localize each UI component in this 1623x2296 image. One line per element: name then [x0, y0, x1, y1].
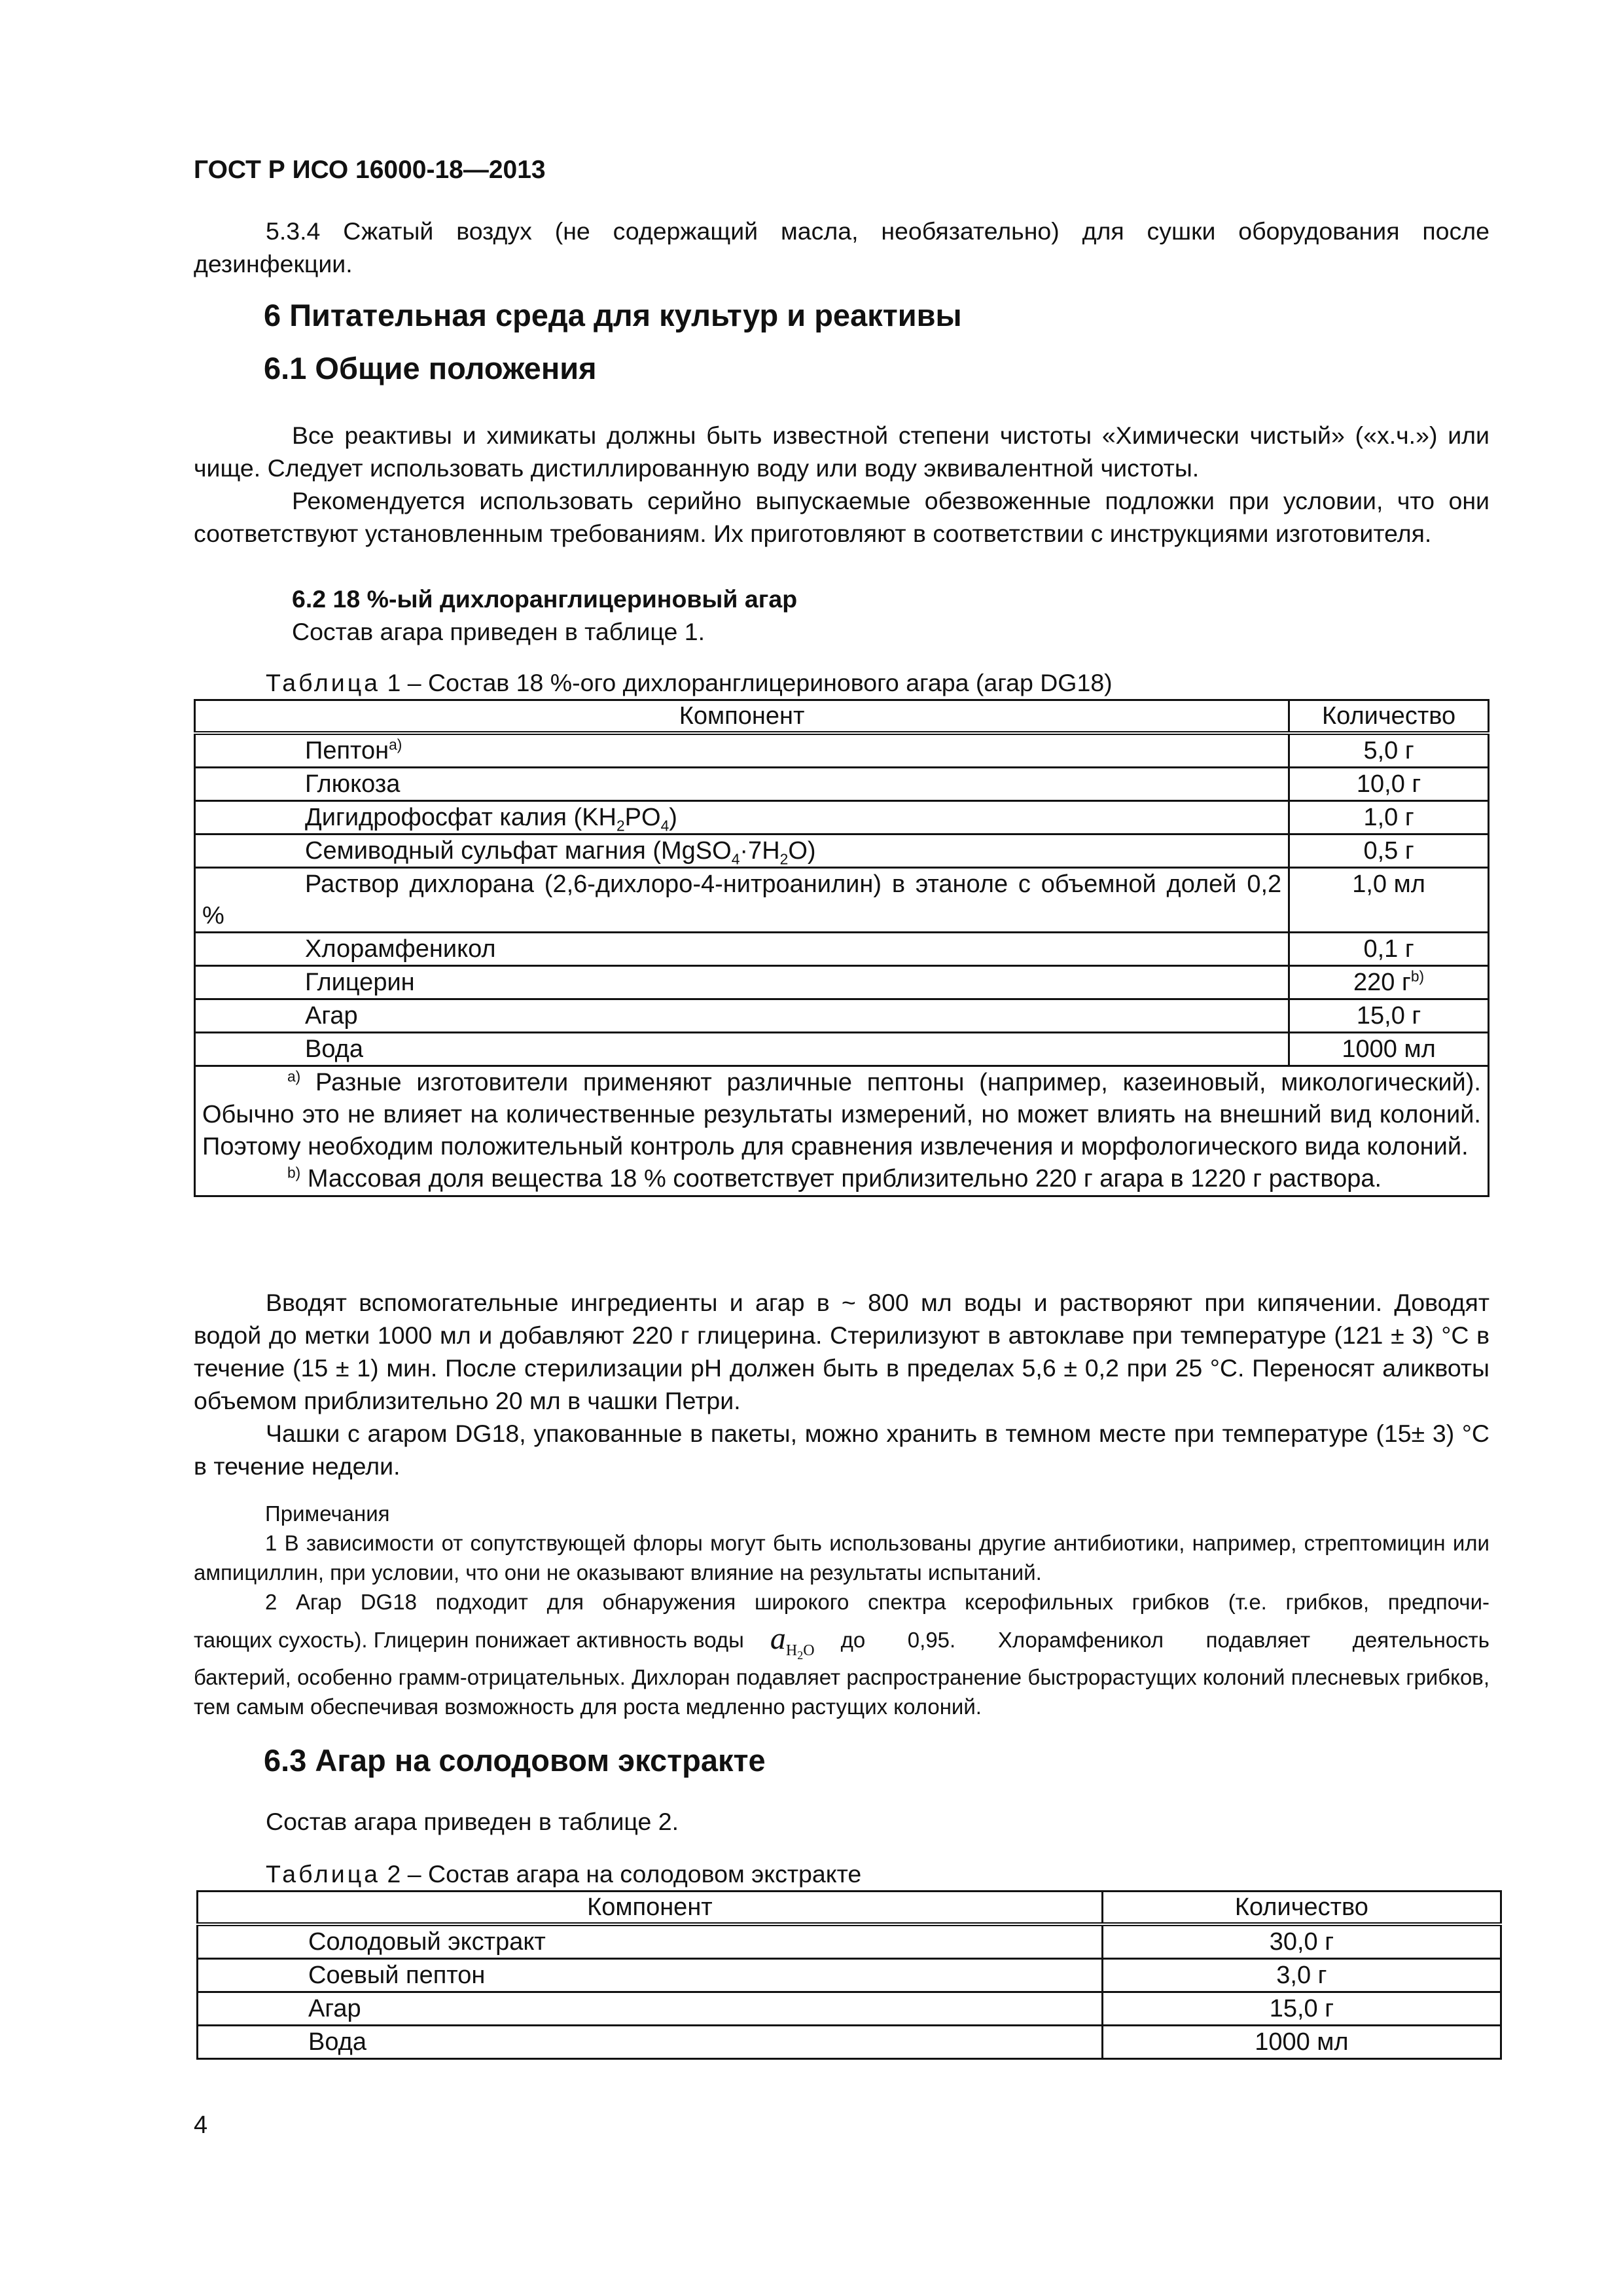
water-activity-symbol: $a_{H_2O}$: [770, 1621, 815, 1662]
table-row: [195, 733, 1489, 768]
table-1-caption-text: 1 – Состав 18 %-ого дихлоранглицеринового агара (агар DG18): [380, 669, 1113, 696]
note-2-rest: бактерий, особенно грамм-отрицательных. Дихлоран подавляет распространение быстрорастущих колоний плесневых грибков, тем самым обеспечивая возможность для роста медленно растущих колоний.: [194, 1665, 1489, 1719]
table-1-cell-component: Дигидрофосфат калия $(KH_2PO_4)$: [195, 801, 1289, 834]
table-row: [195, 834, 1489, 868]
section-6-2-intro: Состав агара приведен в таблице 1.: [292, 618, 705, 645]
table-1-cell-quantity: 1,0 г: [1289, 801, 1489, 834]
note-2-line-2: [194, 1617, 1489, 1662]
table-row: [195, 1033, 1489, 1066]
note-1: 1 В зависимости от сопутствующей флоры могут быть использованы другие антибиотики, например, стрептомицин или ампициллин, при условии, что они не оказывают влияние на результаты испытаний.: [194, 1531, 1489, 1585]
table-2-header-quantity: Количество: [1102, 1892, 1501, 1925]
table-1: [194, 699, 1489, 1197]
table-row: [198, 2026, 1501, 2059]
document-code: ГОСТ Р ИСО 16000-18—2013: [194, 156, 546, 184]
table-1-cell-quantity: 0,5 г: [1289, 834, 1489, 868]
table-1-cell-component: Хлорамфеникол: [195, 933, 1289, 966]
table-row: [195, 999, 1489, 1033]
table-1-footnote-b: $^{b)}$ Массовая доля вещества 18 % соответствует приблизительно 220 г агара в 1220 г раствора.: [287, 1164, 1382, 1193]
table-2-caption-label: Таблица: [266, 1860, 381, 1888]
table-1-footnote-a: $^{a)}$ Разные изготовители применяют различные пептоны (например, казеиновый, микологический). Обычно это не влияет на количественные результаты измерений, но может влиять на внешний вид колоний. Поэтому необходим положительный контроль для сравнения извлечения и морфологического вида колоний.: [202, 1067, 1481, 1160]
table-row: [195, 868, 1489, 933]
section-6-3-intro: Состав агара приведен в таблице 2.: [266, 1808, 679, 1835]
table-2-cell-quantity: 15,0 г: [1102, 1992, 1501, 2026]
table-1-header-quantity: Количество: [1289, 700, 1489, 734]
table-2-cell-component: Вода: [198, 2026, 1103, 2059]
table-row: [195, 768, 1489, 801]
table-1-cell-quantity: 1000 мл: [1289, 1033, 1489, 1066]
note-2-line-1: 2 Агар DG18 подходит для обнаружения широкого спектра ксерофильных грибков (т.е. грибков, предпочи-: [265, 1590, 1489, 1614]
table-1-cell-component: Глюкоза: [195, 768, 1289, 801]
note-2-text-a: тающих сухость). Глицерин понижает активность воды: [194, 1627, 744, 1652]
table-1-cell-component: Раствор дихлорана (2,6-дихлоро-4-нитроанилин) в этаноле с объемной долей 0,2 %: [195, 868, 1289, 933]
table-1-footnotes-row: [195, 1066, 1489, 1196]
note-2-text-b: до 0,95. Хлорамфеникол подавляет деятельность: [840, 1627, 1489, 1652]
table-2-cell-quantity: 1000 мл: [1102, 2026, 1501, 2059]
table-1-header-row: [195, 700, 1489, 734]
table-row: [195, 966, 1489, 999]
paragraph-6-2-1: Вводят вспомогательные ингредиенты и агар в ~ 800 мл воды и растворяют при кипячении. Доводят водой до метки 1000 мл и добавляют 220 г глицерина. Стерилизуют в автоклаве при температуре (121 ± 3) °С в течение (15 ± 1) мин. После стерилизации pH должен быть в пределах 5,6 ± 0,2 при 25 °С. Переносят аликвоты объемом приблизительно 20 мл в чашки Петри.: [194, 1289, 1489, 1414]
table-1-caption-label: Таблица: [266, 669, 381, 696]
section-6-3-heading: 6.3 Агар на солодовом экстракте: [264, 1743, 766, 1778]
table-2-header-component: Компонент: [198, 1892, 1103, 1925]
table-row: [195, 801, 1489, 834]
table-2: [196, 1890, 1502, 2060]
table-1-header-component: Компонент: [195, 700, 1289, 734]
table-1-cell-quantity: 1,0 мл: [1289, 868, 1489, 933]
section-6-2-heading: 6.2 18 %-ый дихлоранглицериновый агар: [292, 585, 798, 613]
section-6-1-heading: 6.1 Общие положения: [264, 351, 597, 386]
page-number: 4: [194, 2111, 208, 2139]
table-row: [198, 1992, 1501, 2026]
table-2-caption: [266, 1857, 861, 1890]
table-1-cell-component: Агар: [195, 999, 1289, 1033]
table-2-cell-component: Агар: [198, 1992, 1103, 2026]
table-2-cell-quantity: 3,0 г: [1102, 1959, 1501, 1992]
paragraph-5-3-4: 5.3.4 Сжатый воздух (не содержащий масла, необязательно) для сушки оборудования после дезинфекции.: [194, 217, 1489, 278]
table-2-caption-text: 2 – Состав агара на солодовом экстракте: [380, 1860, 862, 1888]
table-2-header-row: [198, 1892, 1501, 1925]
table-2-cell-quantity: 30,0 г: [1102, 1924, 1501, 1959]
table-1-cell-component: Глицерин: [195, 966, 1289, 999]
table-row: [198, 1959, 1501, 1992]
table-2-cell-component: Солодовый экстракт: [198, 1924, 1103, 1959]
table-1-cell-component: Пептон$^{a)}$: [195, 733, 1289, 768]
table-row: [195, 933, 1489, 966]
table-2-cell-component: Соевый пептон: [198, 1959, 1103, 1992]
table-1-caption: [266, 666, 1113, 699]
section-6-heading: 6 Питательная среда для культур и реактивы: [264, 298, 962, 332]
table-1-cell-quantity: 10,0 г: [1289, 768, 1489, 801]
paragraph-6-2-2: Чашки с агаром DG18, упакованные в пакеты, можно хранить в темном месте при температуре (15± 3) °С в течение недели.: [194, 1420, 1489, 1480]
table-1-cell-quantity: 0,1 г: [1289, 933, 1489, 966]
notes-title: Примечания: [265, 1501, 390, 1526]
paragraph-6-1-1: Все реактивы и химикаты должны быть известной степени чистоты «Химически чистый» («х.ч.») или чище. Следует использовать дистиллированную воду или воду эквивалентной чистоты.: [194, 422, 1489, 482]
table-1-footnotes: [195, 1066, 1489, 1196]
table-1-cell-quantity: 220 $г^{b)}$: [1289, 966, 1489, 999]
table-1-cell-component: Семиводный сульфат магния $(MgSO_4\cdot 7H_2O)$: [195, 834, 1289, 868]
table-1-cell-component: Вода: [195, 1033, 1289, 1066]
table-1-cell-quantity: 5,0 г: [1289, 733, 1489, 768]
table-row: [198, 1924, 1501, 1959]
table-1-cell-quantity: 15,0 г: [1289, 999, 1489, 1033]
paragraph-6-1-2: Рекомендуется использовать серийно выпускаемые обезвоженные подложки при условии, что они соответствуют установленным требованиям. Их приготовляют в соответствии с инструкциями изготовителя.: [194, 487, 1489, 547]
